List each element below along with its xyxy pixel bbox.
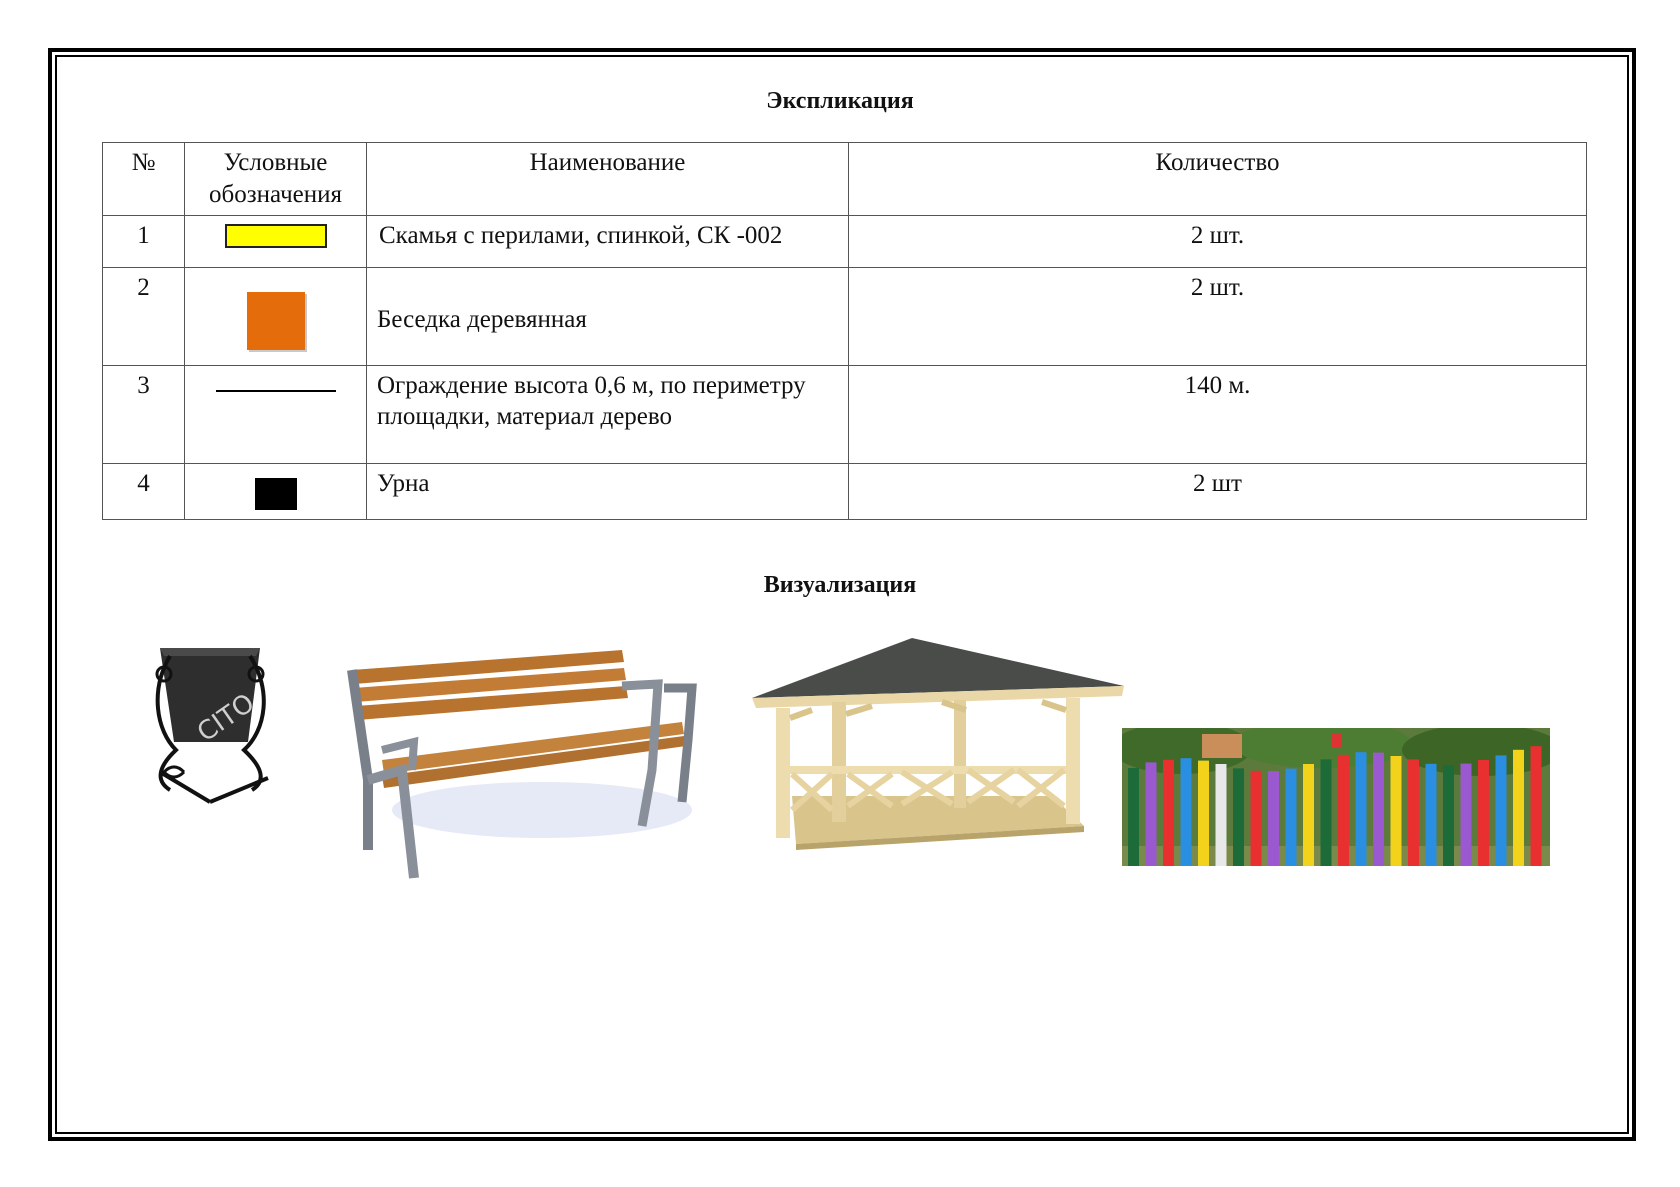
fence-picket xyxy=(1338,755,1349,866)
item-name: Беседка деревянная xyxy=(367,268,849,366)
fence-picket xyxy=(1251,771,1262,866)
item-quantity: 2 шт xyxy=(849,464,1587,520)
fence-picket xyxy=(1408,759,1419,866)
header-quantity: Количество xyxy=(849,143,1587,216)
header-name: Наименование xyxy=(367,143,849,216)
trash-bin-image xyxy=(140,630,290,810)
fence-picket xyxy=(1443,765,1454,866)
item-name: Урна xyxy=(367,464,849,520)
fence-picket xyxy=(1531,746,1542,866)
row-number: 1 xyxy=(103,216,185,268)
fence-picket xyxy=(1373,753,1384,866)
bench-image xyxy=(342,640,702,885)
item-quantity: 2 шт. xyxy=(849,268,1587,366)
row-number: 4 xyxy=(103,464,185,520)
row-number: 2 xyxy=(103,268,185,366)
fence-picket xyxy=(1268,771,1279,866)
table-row xyxy=(103,464,1587,520)
fence-symbol-icon xyxy=(216,390,336,392)
fence-picket xyxy=(1496,755,1507,866)
fence-picket xyxy=(1391,756,1402,866)
fence-picket xyxy=(1163,760,1174,866)
explication-table xyxy=(102,142,1587,520)
item-quantity: 140 м. xyxy=(849,366,1587,464)
table-header-row xyxy=(103,143,1587,216)
fence-picket xyxy=(1321,759,1332,866)
fence-picket xyxy=(1478,760,1489,866)
fence-picket xyxy=(1198,761,1209,866)
fence-picket xyxy=(1146,762,1157,866)
row-number: 3 xyxy=(103,366,185,464)
fence-picket xyxy=(1181,758,1192,866)
fence-picket xyxy=(1356,752,1367,866)
symbol-cell xyxy=(185,268,367,366)
fence-picket xyxy=(1233,768,1244,866)
table-row xyxy=(103,366,1587,464)
table-row xyxy=(103,268,1587,366)
fence-image xyxy=(1122,728,1550,866)
symbol-cell xyxy=(185,216,367,268)
fence-picket xyxy=(1513,750,1524,866)
svg-text:CITO: CITO xyxy=(192,688,261,749)
fence-picket xyxy=(1461,764,1472,866)
item-name: Скамья с перилами, спинкой, СК -002 xyxy=(367,216,849,268)
explication-title: Экспликация xyxy=(766,88,914,114)
fence-picket xyxy=(1303,764,1314,866)
header-number: № xyxy=(103,143,185,216)
gazebo-image xyxy=(752,636,1124,856)
fence-picket xyxy=(1286,769,1297,866)
header-symbols: Условные обозначения xyxy=(185,143,367,216)
item-quantity: 2 шт. xyxy=(849,216,1587,268)
fence-picket xyxy=(1216,764,1227,866)
bench-symbol-icon xyxy=(225,224,327,248)
gazebo-symbol-icon xyxy=(247,292,305,350)
item-name: Ограждение высота 0,6 м, по периметру площадки, материал дерево xyxy=(367,366,849,464)
fence-picket xyxy=(1426,764,1437,866)
fence-picket xyxy=(1128,768,1139,866)
symbol-cell xyxy=(185,366,367,464)
symbol-cell xyxy=(185,464,367,520)
urn-symbol-icon xyxy=(255,478,297,510)
table-row xyxy=(103,216,1587,268)
visualization-title: Визуализация xyxy=(763,572,917,598)
